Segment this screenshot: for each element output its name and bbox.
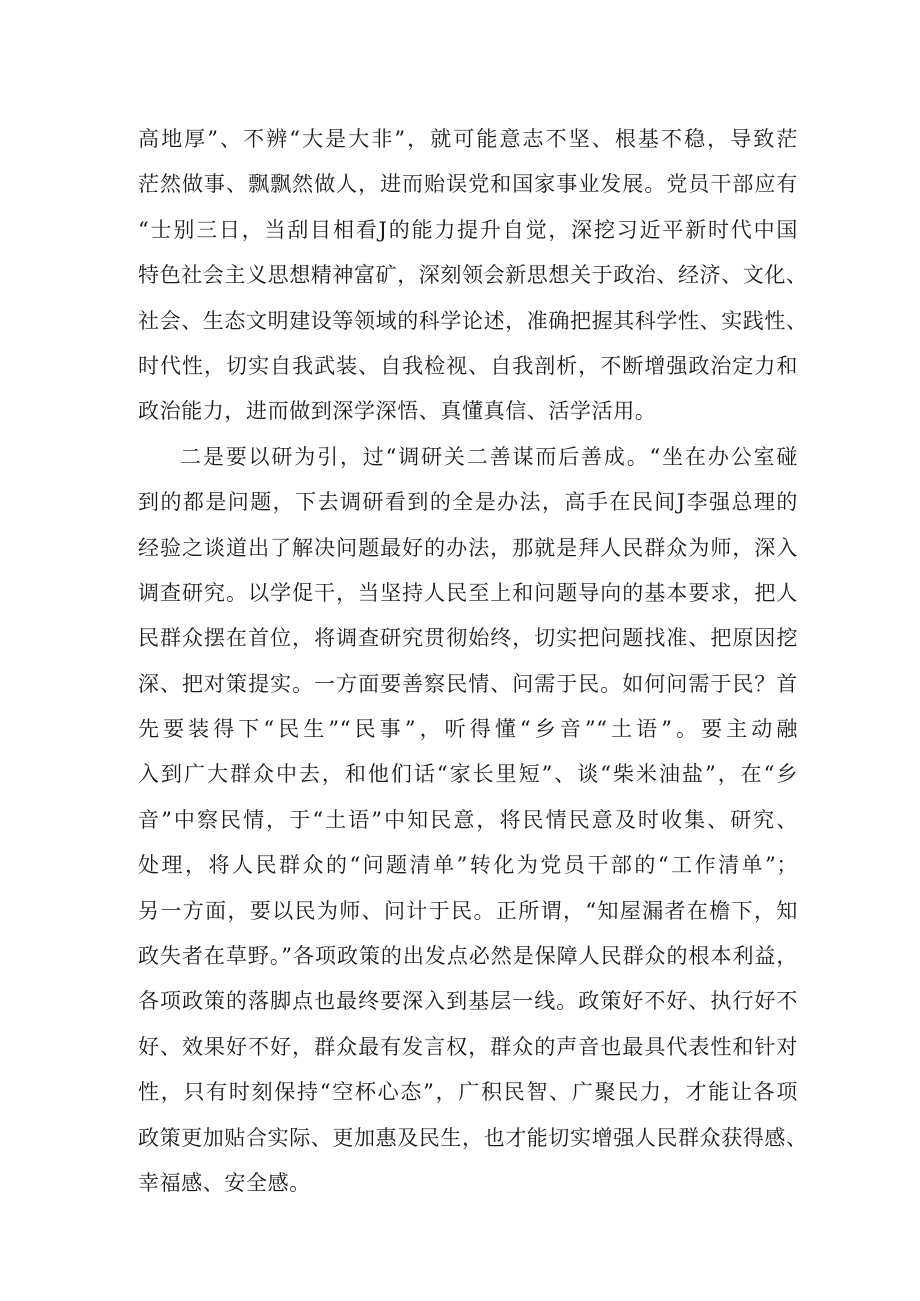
text-line: 幸福感、安全感。 [138,1170,311,1195]
text-line: 民群众摆在首位，将调查研究贯彻始终，切实把问题找准、把原因挖 [138,626,798,651]
paragraph-first-line: 二是要以研为引，过“调研关二善谋而后善成。“坐在办公室碰 [180,444,798,469]
text-line: 特色社会主义思想精神富矿，深刻领会新思想关于政治、经济、文化、 [138,263,808,288]
text-line: 另一方面，要以民为师、问计于民。正所谓，“知屋漏者在檐下，知 [138,898,798,923]
text-line: 经验之谈道出了解决问题最好的办法，那就是拜人民群众为师，深入 [138,535,798,560]
text-line: 政治能力，进而做到深学深悟、真懂真信、活学活用。 [138,399,657,424]
text-line: 社会、生态文明建设等领域的科学论述，准确把握其科学性、实践性、 [138,308,808,333]
text-line: 调查研究。以学促干，当坚持人民至上和问题导向的基本要求，把人 [138,580,798,605]
text-line: 音”中察民情，于“土语”中知民意，将民情民意及时收集、研究、 [138,807,798,832]
text-line: 性，只有时刻保持“空杯心态”，广积民智、广聚民力，才能让各项 [138,1080,798,1105]
text-line: 政策更加贴合实际、更加惠及民生，也才能切实增强人民群众获得感、 [138,1125,808,1150]
text-line: 入到广大群众中去，和他们话“家长里短”、谈“柴米油盐”，在“乡 [138,762,798,787]
text-line: 各项政策的落脚点也最终要深入到基层一线。政策好不好、执行好不 [138,989,798,1014]
text-line: 时代性，切实自我武装、自我检视、自我剖析，不断增强政治定力和 [138,353,798,378]
text-line: 先要装得下“民生”“民事”，听得懂“乡音”“土语”。要主动融 [138,717,798,742]
text-line: 处理，将人民群众的“问题清单”转化为党员干部的“工作清单”； [138,853,798,878]
text-line: 深、把对策提实。一方面要善察民情、问需于民。如何问需于民？首 [138,671,798,696]
text-line: “士别三日，当刮目相看J的能力提升自觉，深挖习近平新时代中国 [138,217,798,242]
text-line: 好、效果好不好，群众最有发言权，群众的声音也最具代表性和针对 [138,1034,798,1059]
body-text [138,117,808,1206]
text-line: 政失者在草野。”各项政策的出发点必然是保障人民群众的根本利益， [138,944,798,969]
text-line: 茫然做事、飘飘然做人，进而贻误党和国家事业发展。党员干部应有 [138,172,798,197]
text-line: 高地厚”、不辨“大是大非”，就可能意志不坚、根基不稳，导致茫 [138,127,798,151]
text-line: 到的都是问题，下去调研看到的全是办法，高手在民间J李强总理的 [138,490,798,515]
